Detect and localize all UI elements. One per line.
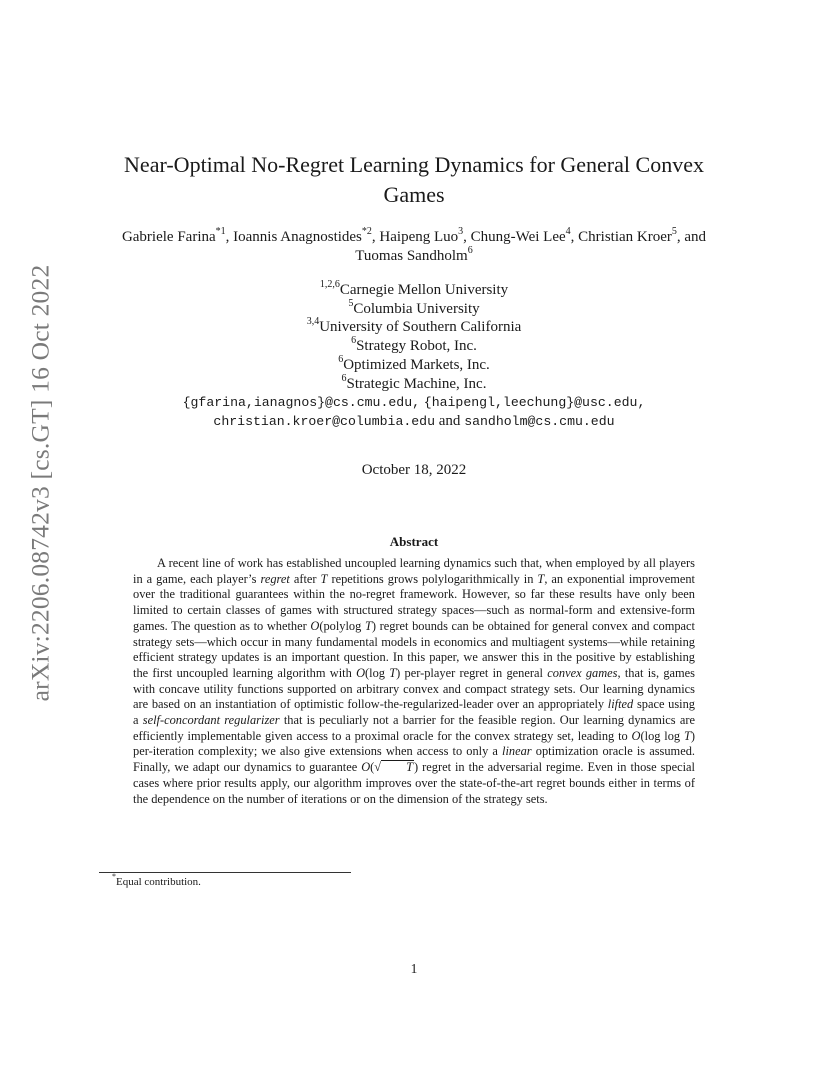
author-mark: 4 bbox=[565, 226, 571, 237]
math-symbol: T bbox=[683, 728, 691, 743]
affiliation-line bbox=[140, 297, 688, 319]
affiliation-mark: 1,2,6 bbox=[319, 279, 340, 290]
arxiv-identifier-stamp bbox=[22, 264, 58, 701]
footnote-rule bbox=[99, 872, 351, 873]
author-mark: *2 bbox=[361, 226, 372, 237]
affiliation-name: University of Southern California bbox=[319, 319, 522, 336]
affiliation-name: Strategic Machine, Inc. bbox=[346, 375, 487, 392]
math-text: ) bbox=[414, 760, 419, 775]
math-text: (log log bbox=[640, 728, 684, 743]
affiliation-name: Carnegie Mellon University bbox=[339, 282, 509, 298]
footnote-text: Equal contribution. bbox=[116, 876, 201, 888]
abstract-text: A recent line of work has established uncoupled learning dynamics such that, when employed by all players in a game, each player’s bbox=[133, 556, 695, 586]
math-symbol: O bbox=[631, 728, 641, 743]
affiliation-mark: 6 bbox=[351, 335, 357, 347]
email-connector: and bbox=[438, 413, 461, 429]
math-symbol: T bbox=[320, 571, 328, 586]
abstract-text: after bbox=[289, 571, 321, 586]
math-text: ) bbox=[690, 728, 695, 743]
abstract-text: regret in the adversarial regime. Even in those special cases where prior results apply, our algorithm improves over the state-of-the-art regret bounds either in terms of the dependence on the number of iterations or on the dimension of the strategy sets. bbox=[133, 760, 695, 806]
abstract-emphasis: convex games bbox=[547, 665, 618, 680]
page-number: 1 bbox=[410, 961, 418, 976]
affiliation-mark: 5 bbox=[348, 297, 354, 309]
author-name: Haipeng Luo bbox=[379, 229, 459, 245]
author-mark: *1 bbox=[215, 226, 226, 237]
affiliation-name: Optimized Markets, Inc. bbox=[343, 356, 490, 373]
author-name: Gabriele Farina bbox=[121, 229, 216, 245]
affiliation-mark: 3,4 bbox=[306, 316, 320, 328]
math-symbol: O bbox=[356, 665, 366, 680]
abstract-text: space using a bbox=[133, 697, 695, 728]
abstract-text: repetitions grows polylogarithmically in bbox=[327, 571, 538, 586]
footnote-mark: * bbox=[112, 872, 116, 882]
abstract-text: , that is, games with concave utility functions supported on arbitrary convex and compact strategy sets. Our learning dynamics are based on an instantiation of optimistic follow-the-regularized-leader over an appropriately bbox=[133, 665, 695, 712]
abstract-text: optimization oracle is assumed. Finally, we adapt our dynamics to guarantee bbox=[133, 744, 695, 775]
math-symbol: O bbox=[310, 618, 320, 633]
abstract-heading: Abstract bbox=[389, 534, 439, 549]
author-name: Ioannis Anagnostides bbox=[233, 229, 362, 245]
affiliation-mark: 6 bbox=[338, 353, 344, 365]
author-name: Christian Kroer bbox=[578, 229, 672, 245]
arxiv-identifier-text: arXiv:2206.08742v3 [cs.GT] 16 Oct 2022 bbox=[25, 264, 54, 701]
affiliation-mark: 6 bbox=[341, 372, 347, 384]
math-text: (log bbox=[365, 665, 390, 680]
footnote bbox=[112, 872, 201, 888]
abstract-text: regret bounds can be obtained for general convex and compact strategy sets—which occur in many fundamental models in economics and multiagent systems—while retaining efficient strategy updates is an important question. In this paper, we answer this in the positive by establishing the first uncoupled learning algorithm with bbox=[133, 618, 695, 680]
math-text: (polylog bbox=[319, 618, 365, 633]
author-name: Chung-Wei Lee bbox=[470, 229, 566, 245]
affiliation-line bbox=[140, 318, 688, 337]
email-group-usc[interactable]: {haipengl,leechung}@usc.edu, bbox=[423, 395, 646, 410]
author-mark: 5 bbox=[671, 226, 677, 237]
affiliation-list bbox=[140, 281, 688, 393]
abstract-body bbox=[133, 556, 695, 807]
affiliation-name: Strategy Robot, Inc. bbox=[356, 338, 477, 355]
email-sandholm[interactable]: sandholm@cs.cmu.edu bbox=[464, 414, 615, 429]
abstract-emphasis: linear bbox=[502, 744, 532, 759]
abstract-emphasis: regret bbox=[260, 571, 290, 586]
math-symbol: T bbox=[381, 760, 414, 773]
math-text: (√ bbox=[370, 760, 382, 775]
author-mark: 6 bbox=[467, 245, 473, 256]
abstract-paragraph bbox=[133, 556, 695, 807]
abstract-text: , an exponential improvement over the traditional guarantees within the no-regret framework. However, so far these results have only been limited to certain classes of games with structured strategy spaces—such as normal-form and extensive-form games. The question as to whether bbox=[133, 571, 695, 633]
affiliation-line bbox=[140, 281, 688, 300]
paper-title: Near-Optimal No-Regret Learning Dynamics for General Convex Games bbox=[124, 152, 704, 207]
email-columbia[interactable]: christian.kroer@columbia.edu bbox=[213, 414, 436, 429]
math-symbol: T bbox=[389, 665, 397, 680]
math-symbol: T bbox=[537, 571, 545, 586]
author-connector: and bbox=[684, 229, 707, 245]
email-group-cmu[interactable]: {gfarina,ianagnos}@cs.cmu.edu, bbox=[182, 395, 421, 410]
abstract-text: per-player regret in general bbox=[400, 665, 548, 680]
email-list bbox=[120, 393, 708, 431]
affiliation-line bbox=[140, 353, 688, 375]
author-name: Tuomas Sandholm bbox=[355, 248, 468, 264]
abstract-text: that is peculiarly not a barrier for the feasible region. Our learning dynamics are efficiently implementable given access to a proximal oracle for the convex strategy set, leading to bbox=[133, 713, 695, 743]
math-symbol: O bbox=[361, 760, 371, 775]
author-list: Gabriele Farina$^{*1}$, Ioannis Anagnostides$^{*2}$, Haipeng Luo$^3$, Chung-Wei Lee$^4$, Christian Kroer$^5$, and Tuomas Sandholm$^6$ bbox=[121, 226, 707, 264]
abstract-emphasis: lifted bbox=[607, 697, 634, 712]
math-text: ) bbox=[396, 665, 401, 680]
affiliation-line bbox=[140, 337, 688, 356]
paper-date: October 18, 2022 bbox=[361, 462, 467, 478]
abstract-emphasis: self-concordant regularizer bbox=[142, 713, 280, 728]
affiliation-line bbox=[140, 372, 688, 394]
math-text: ) bbox=[371, 618, 376, 633]
author-mark: 3 bbox=[458, 226, 464, 237]
math-symbol: T bbox=[364, 618, 372, 633]
affiliation-name: Columbia University bbox=[353, 300, 480, 317]
abstract-text: per-iteration complexity; we also give extensions when access to only a bbox=[133, 744, 503, 759]
